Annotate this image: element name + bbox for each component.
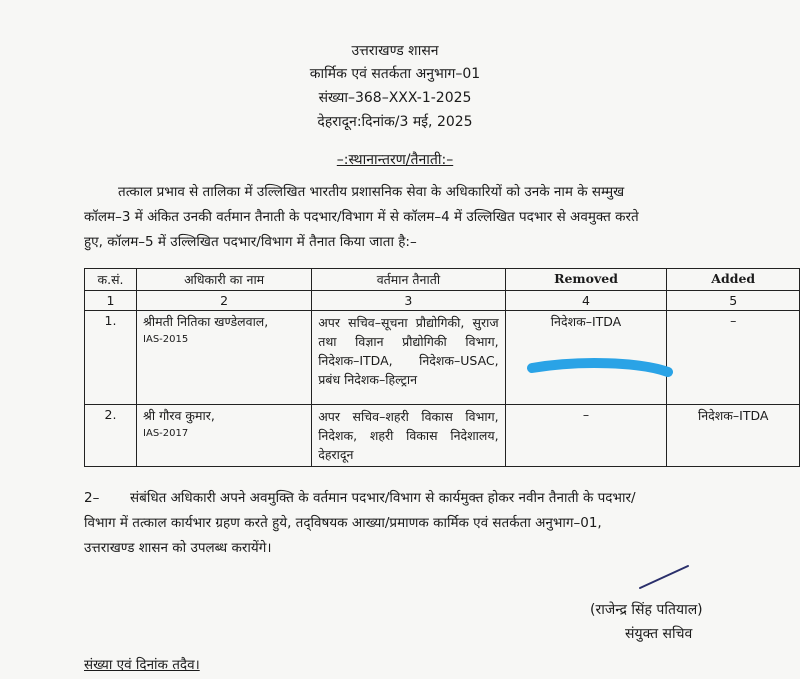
transfer-table	[84, 268, 800, 467]
intro-line-1: तत्काल प्रभाव से तालिका में उल्लिखित भारतीय प्रशासनिक सेवा के अधिकारियों को उनके नाम के सम्मुख	[118, 184, 625, 200]
order-subject: –:स्थानान्तरण/तैनाती:–	[336, 152, 454, 168]
removed-post: –	[505, 405, 667, 467]
table-header-row	[85, 269, 800, 291]
intro-line-2: कॉलम–3 में अंकित उनकी वर्तमान तैनाती के पदभार/विभाग में से कॉलम–4 में उल्लिखित पदभार से अवमुक्त करते	[84, 209, 639, 225]
officer-cell	[137, 311, 312, 405]
current-posting: अपर सचिव–शहरी विकास विभाग, निदेशक, शहरी विकास निदेशालय, देहरादून	[312, 405, 505, 467]
header-current-posting: वर्तमान तैनाती	[312, 269, 505, 291]
column-number: 4	[505, 291, 667, 311]
signatory-name: (राजेन्द्र सिंह पतियाल)	[590, 602, 703, 618]
header-added: Added	[667, 269, 800, 291]
order-date: देहरादून:दिनांक/3 मई, 2025	[317, 114, 473, 130]
removed-post: निदेशक–ITDA	[505, 311, 667, 405]
section-2-line-3: उत्तराखण्ड शासन को उपलब्ध करायेंगे।	[84, 540, 272, 556]
column-number: 3	[312, 291, 505, 311]
row-sno: 1.	[85, 311, 137, 405]
intro-line-3: हुए, कॉलम–5 में उल्लिखित पदभार/विभाग में तैनात किया जाता है:–	[84, 234, 417, 250]
section-2-text: संबंधित अधिकारी अपने अवमुक्ति के वर्तमान पदभार/विभाग से कार्यमुक्त होकर नवीन तैनाती के पदभार/	[130, 490, 636, 506]
added-post: निदेशक–ITDA	[667, 405, 800, 467]
table-row	[85, 405, 800, 467]
column-number: 1	[85, 291, 137, 311]
column-number: 5	[667, 291, 800, 311]
added-post: –	[667, 311, 800, 405]
section-2-line-1	[84, 486, 800, 511]
column-number: 2	[137, 291, 312, 311]
officer-cell	[137, 405, 312, 467]
government-name: उत्तराखण्ड शासन	[351, 43, 439, 59]
officer-name: श्री गौरव कुमार,	[143, 408, 215, 423]
current-posting: अपर सचिव–सूचना प्रौद्योगिकी, सुराज तथा विज्ञान प्रौद्योगिकी विभाग, निदेशक–ITDA, निदेशक–USAC, प्रबंध निदेशक–हिल्ट्रान	[312, 311, 505, 405]
signatory-designation: संयुक्त सचिव	[625, 626, 693, 642]
officer-service: IAS-2015	[143, 334, 189, 345]
header-removed: Removed	[505, 269, 667, 291]
section-2	[84, 486, 800, 561]
officer-name: श्रीमती नितिका खण्डेलवाल,	[143, 314, 269, 329]
copy-reference: संख्या एवं दिनांक तदैव।	[84, 657, 200, 673]
section-2-label: 2–	[84, 490, 100, 506]
department-name: कार्मिक एवं सतर्कता अनुभाग–01	[309, 66, 481, 82]
row-sno: 2.	[85, 405, 137, 467]
signature-mark	[640, 566, 688, 588]
section-2-line-2: विभाग में तत्काल कार्यभार ग्रहण करते हुये, तद्‌विषयक आख्या/प्रमाणक कार्मिक एवं सतर्कता अनुभाग–01,	[84, 515, 602, 531]
column-number-row	[85, 291, 800, 311]
order-number: संख्या–368–XXX-1-2025	[318, 90, 472, 106]
header-sno: क.सं.	[85, 269, 137, 291]
officer-service: IAS-2017	[143, 428, 189, 439]
header-officer-name: अधिकारी का नाम	[137, 269, 312, 291]
table-row	[85, 311, 800, 405]
